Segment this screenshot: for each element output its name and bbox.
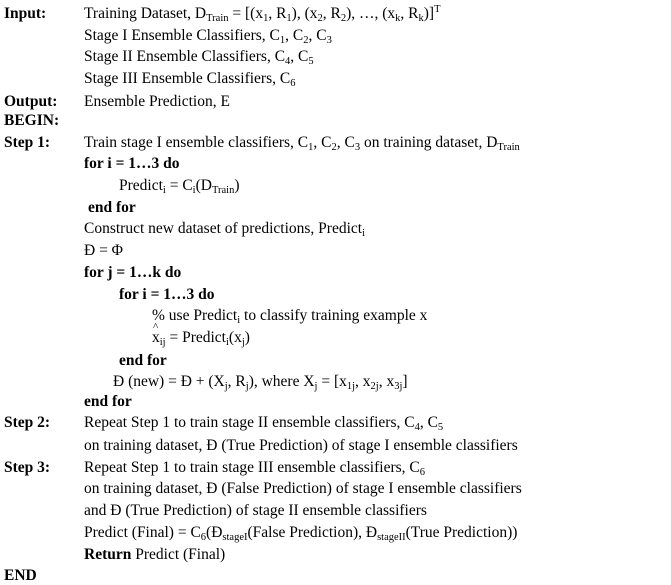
training-dataset-def: Training Dataset, $D_{Train} = [(x_1$, $R_1$), ($x_2$, $R_2$), …, ($x_k$, $R_k)]^T$ (84, 4, 441, 24)
step2-label: Step 2: (4, 414, 51, 431)
step1-label: Step 1: (4, 134, 51, 151)
output-text: Ensemble Prediction, E (84, 93, 230, 110)
begin-label: BEGIN: (4, 112, 60, 129)
input-label: Input: (4, 5, 47, 22)
output-label: Output: (4, 93, 58, 110)
step3-label: Step 3: (4, 459, 51, 476)
end-label: END (4, 567, 37, 584)
